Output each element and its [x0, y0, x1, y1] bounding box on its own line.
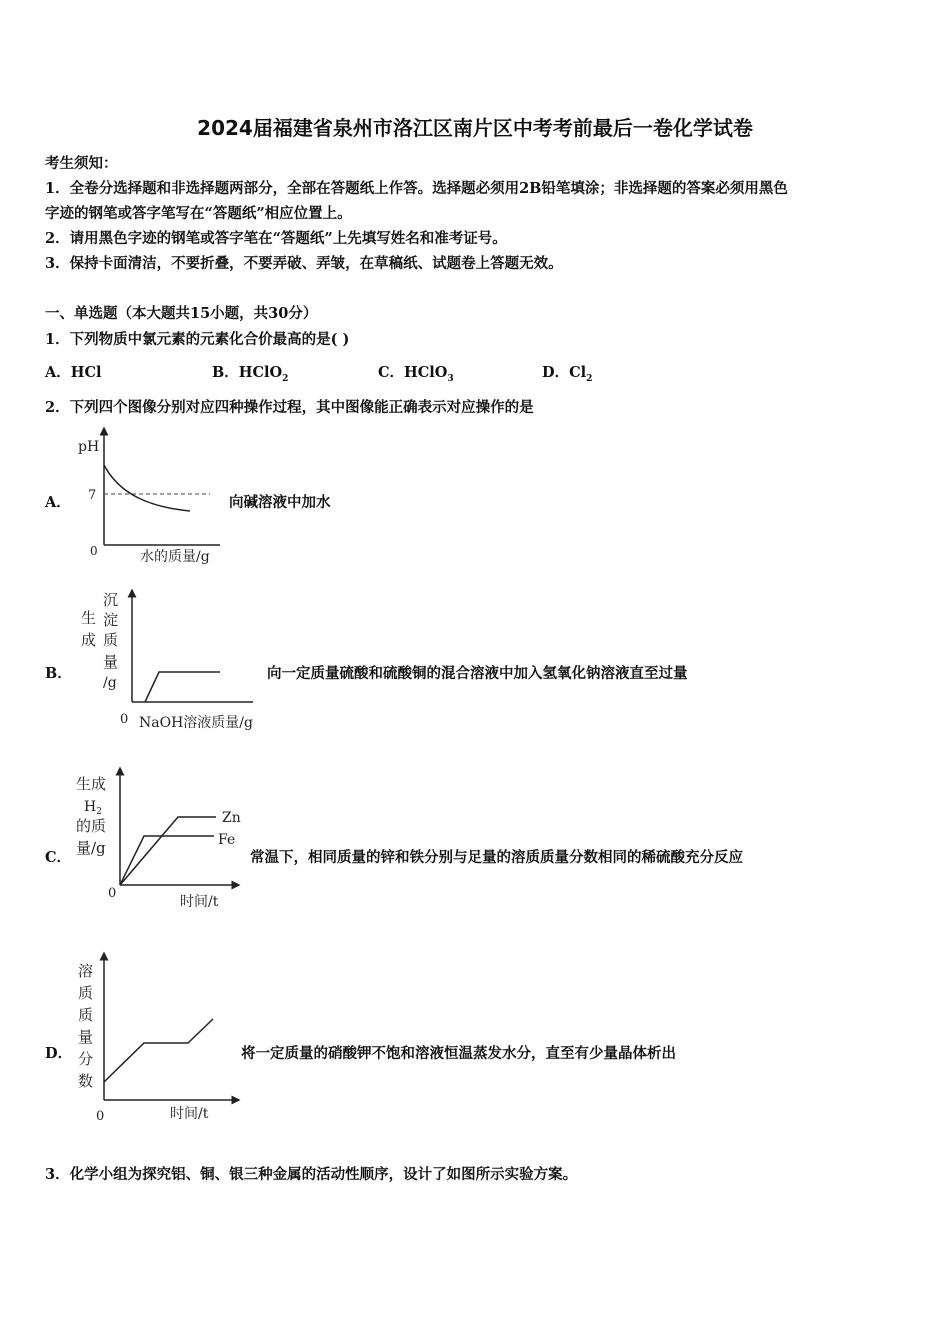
notice-item-3: 3．保持卡面清洁，不要折叠，不要弄破、弄皱，在草稿纸、试题卷上答题无效。	[45, 255, 563, 272]
q2-chart-d	[70, 950, 250, 1130]
q2-option-a-label: A．	[45, 494, 71, 511]
q2-chart-b	[75, 585, 275, 735]
origin-label: 0	[108, 886, 117, 901]
y-label-5: 分	[78, 1050, 94, 1068]
q2-option-c-caption: 常温下，相同质量的锌和铁分别与足量的溶质质量分数相同的稀硫酸充分反应	[250, 849, 743, 866]
y-label-5: 质	[103, 631, 119, 649]
y-label-2: 淀	[103, 611, 119, 629]
zn-line	[120, 817, 216, 885]
y-label-1: 沉	[103, 591, 119, 609]
y-label-line-2: $H_2$	[84, 799, 102, 817]
x-axis-label: 时间/t	[180, 894, 219, 910]
y-label-1: 溶	[78, 962, 94, 980]
fe-label: Fe	[218, 832, 236, 848]
section-heading: 一、单选题（本大题共15小题，共30分）	[45, 305, 318, 322]
notice-item-2: 2．请用黑色字迹的钢笔或答字笔在“答题纸”上先填写姓名和准考证号。	[45, 230, 507, 247]
q1-option-c: C．HClO$_3$	[378, 364, 454, 384]
zn-label: Zn	[222, 810, 241, 826]
y-label-7: /g	[103, 675, 117, 691]
x-axis-label: 时间/t	[170, 1106, 209, 1122]
q1-option-a: A．HCl	[45, 364, 102, 381]
notice-heading: 考生须知：	[45, 155, 118, 172]
y-label-4: 成	[81, 631, 97, 649]
y-label-4: 量	[78, 1028, 94, 1046]
q1-option-b: B．HClO$_2$	[212, 364, 289, 384]
mass-fraction-line	[104, 1019, 213, 1082]
x-axis-label: NaOH溶液质量/g	[139, 715, 253, 731]
q2-option-d-caption: 将一定质量的硝酸钾不饱和溶液恒温蒸发水分，直至有少量晶体析出	[241, 1045, 676, 1062]
y-label-3: 生	[81, 609, 97, 627]
origin-label: 0	[120, 712, 129, 727]
question-1-stem: 1．下列物质中氯元素的元素化合价最高的是( )	[45, 331, 350, 348]
q2-option-b-caption: 向一定质量硫酸和硫酸铜的混合溶液中加入氢氧化钠溶液直至过量	[267, 665, 688, 682]
y-axis-label: pH	[78, 439, 100, 455]
q2-option-d-label: D．	[45, 1045, 73, 1062]
origin-label: 0	[96, 1109, 105, 1124]
notice-item-1-cont: 字迹的钢笔或答字笔写在“答题纸”相应位置上。	[45, 205, 352, 222]
y-label-6: 量	[103, 653, 119, 671]
q2-chart-c	[70, 765, 250, 915]
precipitate-line	[145, 672, 220, 702]
x-axis-label: 水的质量/g	[140, 549, 210, 565]
question-3-stem: 3．化学小组为探究铝、铜、银三种金属的活动性顺序，设计了如图所示实验方案。	[45, 1166, 578, 1183]
q1-option-d: D．$Cl_2$	[542, 364, 593, 384]
y-label-line-1: 生成	[76, 775, 107, 793]
notice-item-1: 1．全卷分选择题和非选择题两部分，全部在答题纸上作答。选择题必须用2B铅笔填涂；非选择题的答案必须用黑色	[45, 180, 788, 197]
q2-option-b-label: B．	[45, 665, 72, 682]
y-label-3: 质	[78, 1006, 94, 1024]
q2-option-a-caption: 向碱溶液中加水	[229, 494, 331, 511]
y-label-line-3: 的质	[76, 817, 107, 835]
origin-label: 0	[90, 544, 98, 558]
ref-tick-label: 7	[88, 488, 97, 503]
y-label-2: 质	[78, 984, 94, 1002]
y-label-6: 数	[78, 1072, 94, 1090]
q2-chart-a	[70, 425, 230, 570]
page-title: 2024届福建省泉州市洛江区南片区中考考前最后一卷化学试卷	[197, 116, 753, 140]
y-label-line-4: 量/g	[76, 839, 106, 857]
curve-ph	[104, 465, 190, 511]
fe-line	[120, 836, 214, 885]
question-2-stem: 2．下列四个图像分别对应四种操作过程，其中图像能正确表示对应操作的是	[45, 399, 534, 416]
q2-option-c-label: C．	[45, 849, 72, 866]
